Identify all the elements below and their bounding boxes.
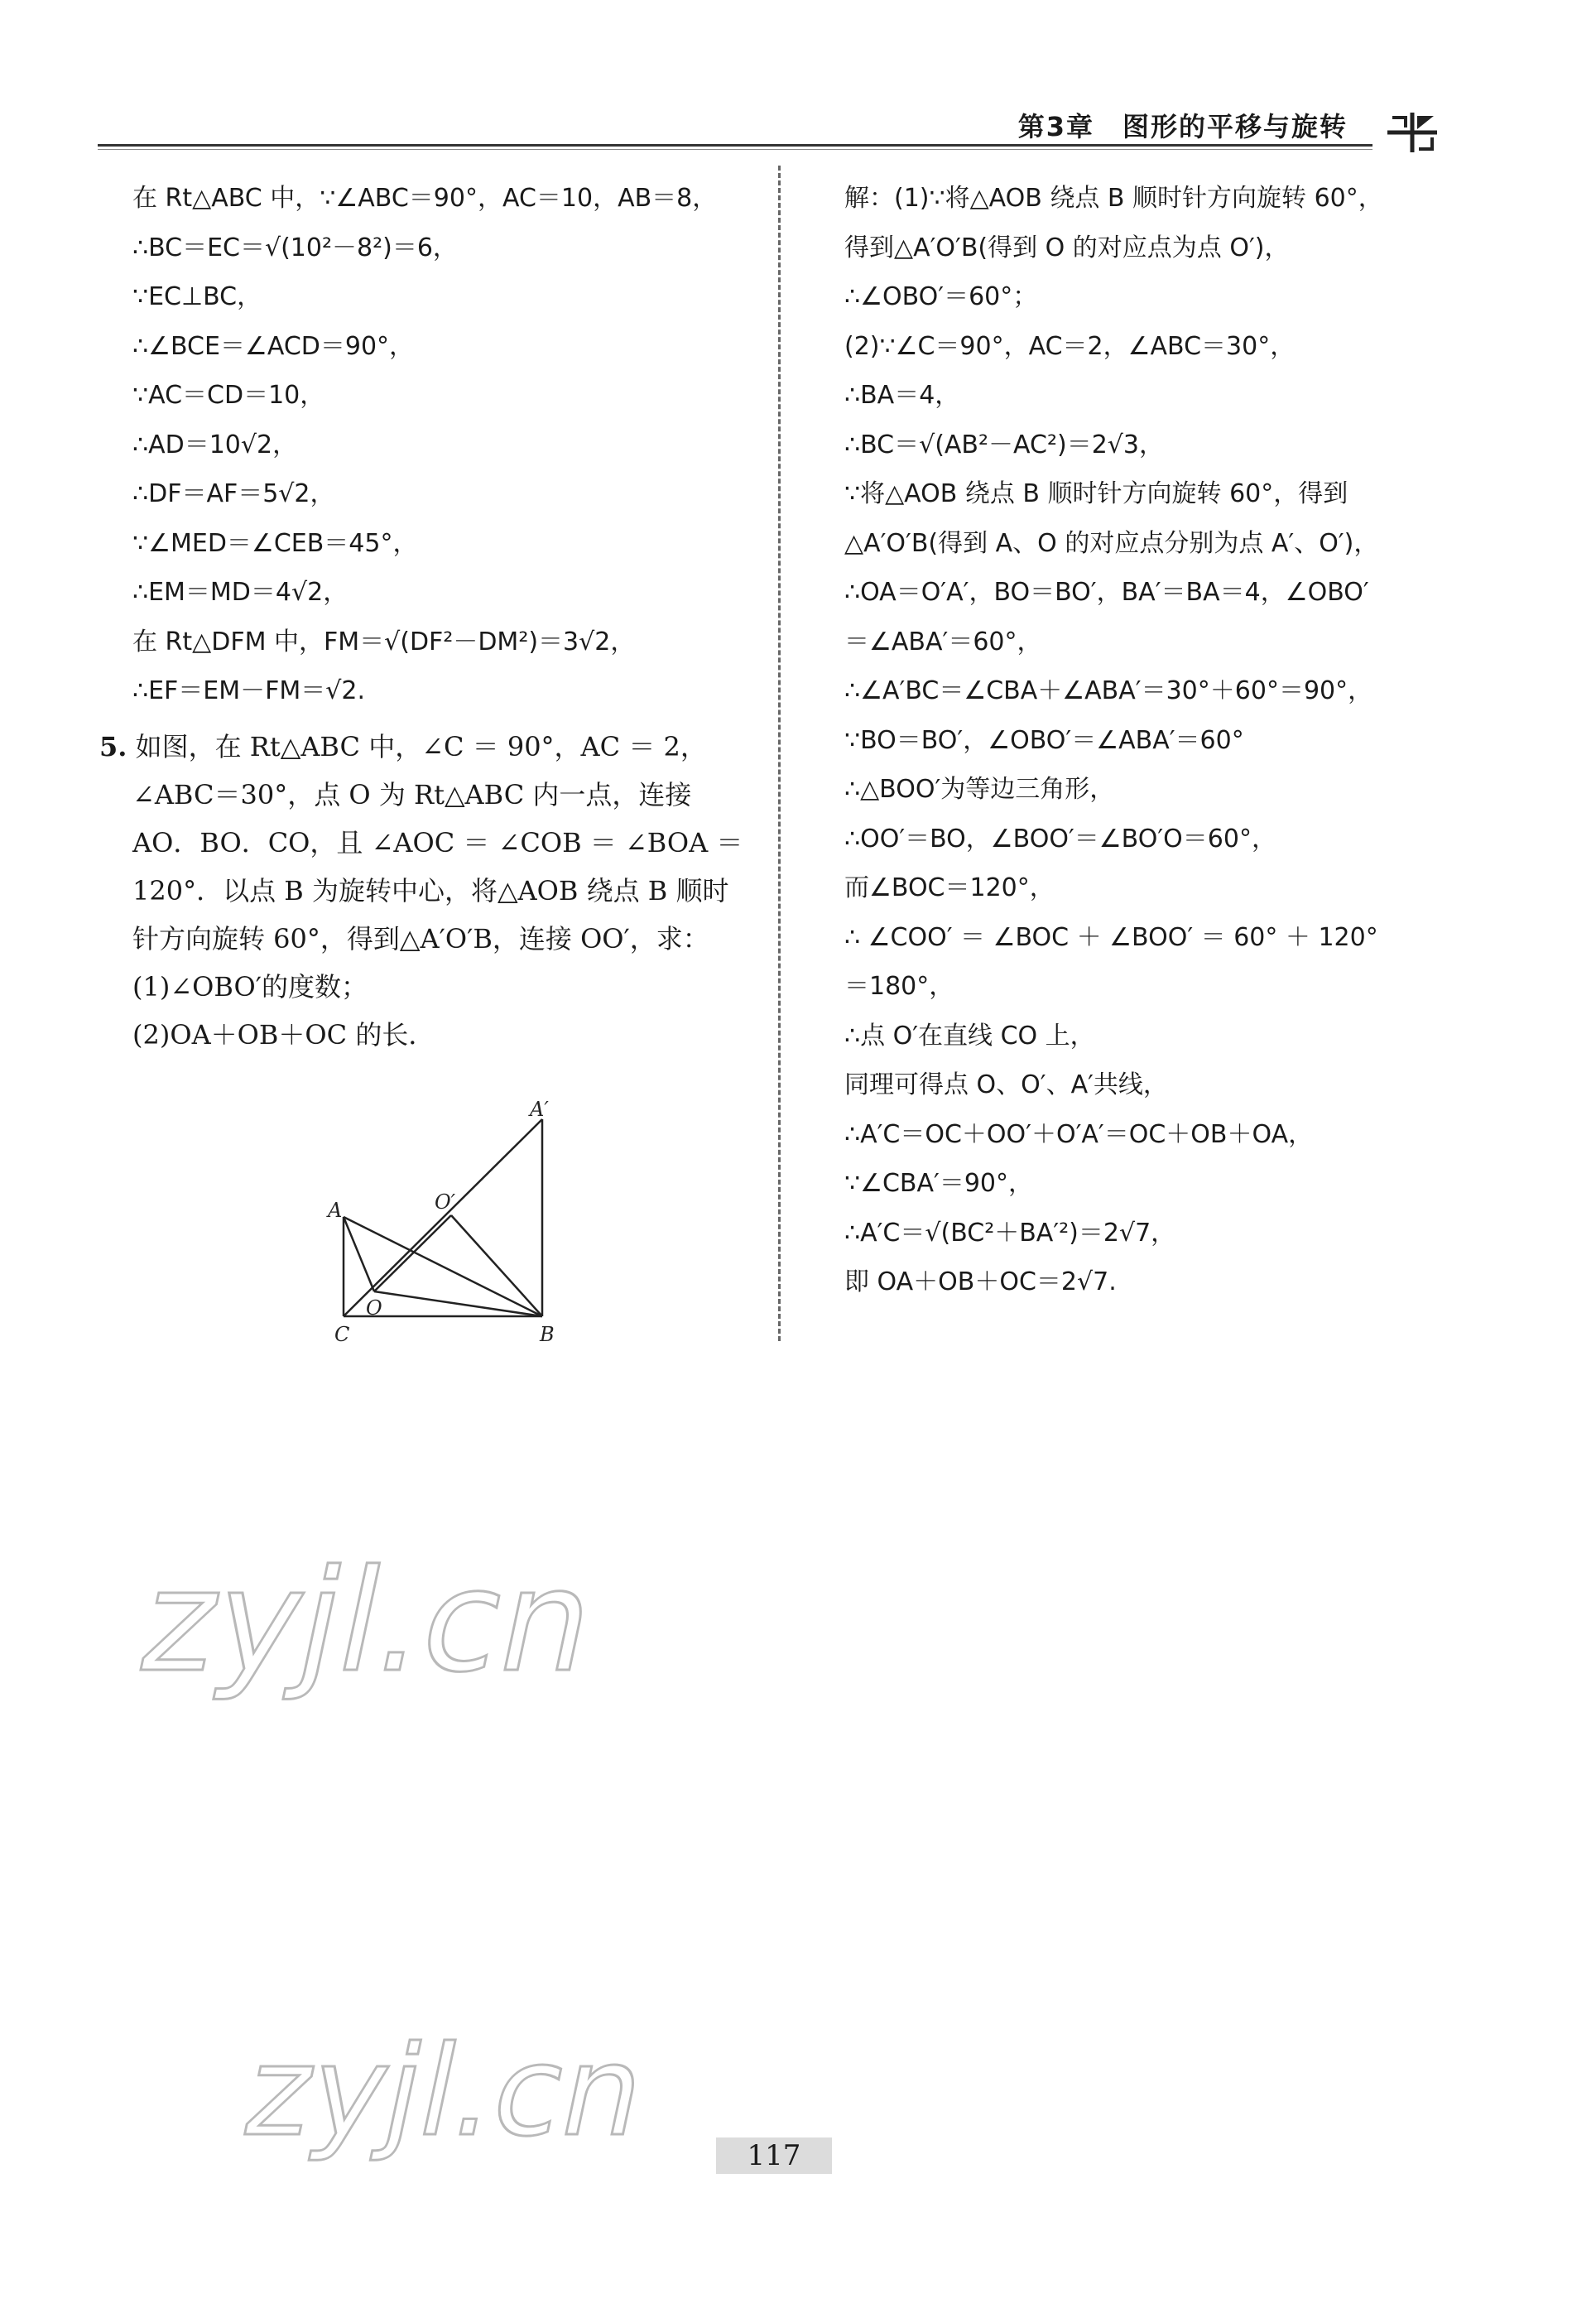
solution-line: ∵AC＝CD＝10， <box>132 381 325 410</box>
solution-line: ∴AD＝10√2， <box>132 430 298 459</box>
solution-line: ∴BC＝√(AB²－AC²)＝2√3， <box>844 430 1165 459</box>
page-number: 117 <box>716 2137 832 2174</box>
label-B: B <box>540 1323 555 1346</box>
segment-OO-prime <box>374 1215 451 1291</box>
solution-line: 在 Rt△DFM 中，FM＝√(DF²－DM²)＝3√2， <box>132 627 636 656</box>
solution-line: ∴OO′＝BO，∠BOO′＝∠BO′O＝60°， <box>844 824 1276 854</box>
column-divider <box>778 166 781 1341</box>
left-column <box>99 174 762 1059</box>
problem-line: ∠ABC＝30°，点 O 为 Rt△ABC 内一点，连接 <box>132 778 692 810</box>
solution-line: ∴∠OBO′＝60°； <box>844 282 1038 311</box>
watermark: zyjl.cn <box>233 2020 658 2164</box>
label-C: C <box>334 1323 350 1346</box>
problem-line: 120°．以点 B 为旋转中心，将△AOB 绕点 B 顺时 <box>132 874 729 906</box>
problem-line: AO．BO．CO，且 ∠AOC ＝ ∠COB ＝ ∠BOA ＝ <box>132 826 743 858</box>
solution-line: 而∠BOC＝120°， <box>844 873 1055 902</box>
solution-line: ∵将△AOB 绕点 B 顺时针方向旋转 60°，得到 <box>844 479 1348 508</box>
solution-line: ∴OA＝O′A′，BO＝BO′，BA′＝BA＝4，∠OBO′ <box>844 578 1369 607</box>
solution-line: ∴A′C＝√(BC²＋BA′²)＝2√7， <box>844 1218 1176 1248</box>
label-O: O <box>366 1296 382 1320</box>
label-A: A <box>328 1199 343 1222</box>
label-O-prime: O′ <box>435 1190 456 1214</box>
problem-line: (1)∠OBO′的度数； <box>132 970 368 1003</box>
problem-text: 如图，在 Rt△ABC 中，∠C ＝ 90°，AC ＝ 2， <box>135 730 707 762</box>
problem-5 <box>99 723 762 1059</box>
solution-line: ∵∠MED＝∠CEB＝45°， <box>132 528 418 558</box>
label-A-prime: A′ <box>530 1101 549 1121</box>
segment-O-prime-B <box>451 1215 542 1316</box>
solution-line: ∴BC＝EC＝√(10²－8²)＝6， <box>132 233 458 262</box>
segment-AO <box>344 1217 374 1291</box>
solution-line: ∵EC⊥BC， <box>132 282 262 311</box>
chapter-title: 第3章 图形的平移与旋转 <box>1017 111 1348 142</box>
solution-line: ∴点 O′在直线 CO 上， <box>844 1021 1095 1051</box>
problem-line: 针方向旋转 60°，得到△A′O′B，连接 OO′，求： <box>132 922 709 955</box>
solution-line: ∵∠CBA′＝90°， <box>844 1169 1034 1198</box>
watermark: zyjl.cn <box>127 1540 609 1704</box>
problem-number: 5. <box>99 730 127 762</box>
solution-line: ∵BO＝BO′，∠OBO′＝∠ABA′＝60° <box>844 725 1244 755</box>
solution-line: ∴A′C＝OC＋OO′＋O′A′＝OC＋OB＋OA， <box>844 1119 1314 1149</box>
solution-line: ∴∠BCE＝∠ACD＝90°， <box>132 331 415 361</box>
solution-line: ∴BA＝4， <box>844 381 960 410</box>
solution-line: 在 Rt△ABC 中，∵∠ABC＝90°，AC＝10，AB＝8， <box>132 184 718 213</box>
solution-line: ∴△BOO′为等边三角形， <box>844 775 1115 804</box>
problem-line <box>99 723 762 771</box>
solution-line: 同理可得点 O、O′、A′共线， <box>844 1070 1168 1099</box>
solution-line: ∴DF＝AF＝5√2， <box>132 479 335 508</box>
solution-line: ∴EF＝EM－FM＝√2. <box>132 676 366 705</box>
solution-line: △A′O′B(得到 A、O 的对应点分别为点 A′、O′)， <box>844 528 1379 558</box>
header-rule-thin <box>98 149 1372 150</box>
solution-line: 得到△A′O′B(得到 O 的对应点为点 O′)， <box>844 233 1290 262</box>
right-column <box>844 174 1473 1307</box>
solution-line: ＝∠ABA′＝60°， <box>844 627 1042 656</box>
chapter-mark-icon <box>1384 109 1440 156</box>
header-rule <box>98 144 1372 147</box>
solution-line: ∴∠A′BC＝∠CBA＋∠ABA′＝30°＋60°＝90°， <box>844 676 1373 705</box>
geometry-figure <box>323 1101 579 1349</box>
solution-line: 即 OA＋OB＋OC＝2√7. <box>844 1267 1117 1296</box>
solution-line: 解：(1)∵将△AOB 绕点 B 顺时针方向旋转 60°， <box>844 184 1383 213</box>
solution-line: ∴EM＝MD＝4√2， <box>132 578 349 607</box>
solution-line: ＝180°， <box>844 972 954 1001</box>
problem-line: (2)OA＋OB＋OC 的长． <box>132 1018 435 1051</box>
solution-line: ∴ ∠COO′ ＝ ∠BOC ＋ ∠BOO′ ＝ 60° ＋ 120° <box>844 922 1378 952</box>
solution-line: (2)∵∠C＝90°，AC＝2，∠ABC＝30°， <box>844 331 1296 361</box>
